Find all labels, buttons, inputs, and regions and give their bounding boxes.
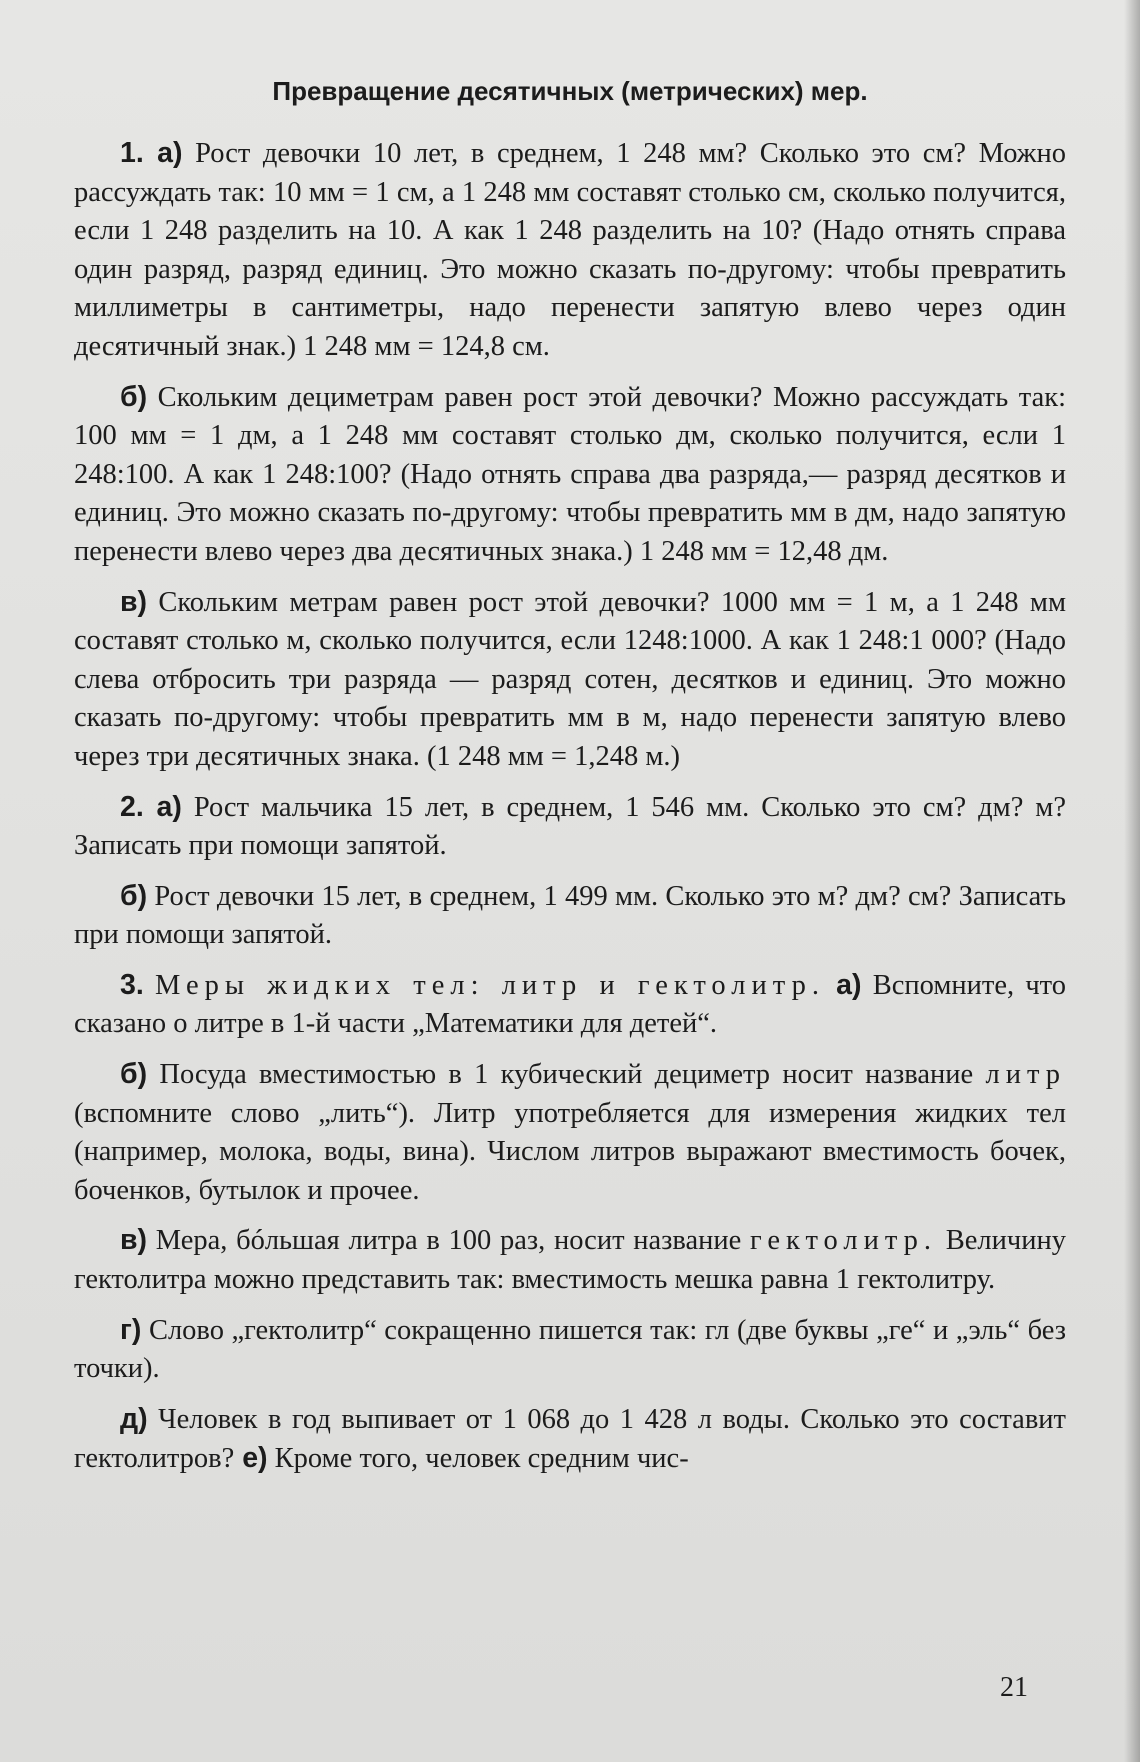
section-title: Превращение десятичных (метрических) мер. — [272, 76, 868, 106]
item-label: б) — [120, 879, 148, 912]
item-label: в) — [120, 585, 148, 618]
paragraph-text: Слово „гектолитр“ сокращенно пишется так: гл (две буквы „ге“ и „эль“ без точки). — [74, 1314, 1066, 1385]
paragraph-text: Рост девочки 10 лет, в среднем, 1 248 мм? Сколько это см? Можно рассуждать так: 10 мм = 1 см, а 1 248 мм составят столько см, сколько получится, если 1 248 разделить на 10. А как 1 248 разделить на 10? (Надо отнять справа один разряд, разряд единиц. Это можно сказать по-другому: чтобы превратить миллиметры в сантиметры, надо перенести запятую влево через один десятичный знак.) 1 248 мм = 124,8 см. — [74, 138, 1067, 362]
paragraph-3b — [74, 1055, 1066, 1210]
spaced-term: литр — [985, 1059, 1066, 1091]
paragraph-text: Посуда вместимостью в 1 кубический дециметр носит название — [147, 1059, 986, 1091]
paragraph-3d — [74, 1400, 1066, 1479]
item-label: 1. а) — [120, 137, 183, 169]
item-label: б) — [120, 1058, 148, 1091]
paragraph-3g — [74, 1311, 1066, 1389]
paragraph-1a — [74, 134, 1066, 367]
paragraph-text: Рост девочки 15 лет, в среднем, 1 499 мм. Сколько это м? дм? см? Записать при помощи запятой. — [74, 880, 1066, 951]
paragraph-3v — [74, 1221, 1066, 1299]
paragraph-3a — [74, 966, 1066, 1044]
item-label: д) — [120, 1402, 148, 1435]
paragraph-1b — [74, 378, 1066, 572]
paragraph-text: Скольким метрам равен рост этой девочки? 1000 мм = 1 м, а 1 248 мм составят столько м, сколько получится, если 1248:1000. А как 1 248:1 000? (Надо слева отбросить три разряда — разряд сотен, десятков и единиц. Это можно сказать по-другому: чтобы превратить мм в м, надо перенести запятую влево через три десятичных знака. (1 248 мм = 1,248 м.) — [74, 586, 1066, 772]
item-label: в) — [120, 1224, 148, 1257]
paragraph-text: Человек в год выпивает от 1 068 до 1 428 л воды. Сколько это составит гектолитров? — [74, 1403, 1066, 1475]
item-label: 3. — [120, 968, 144, 1001]
paragraph-1v — [74, 583, 1066, 777]
item-label: б) — [120, 380, 148, 413]
spaced-term: гектолитр. — [750, 1225, 938, 1257]
paragraph-text: (вспомните слово „лить“). Литр употребляется для измерения жидких тел (например, молока, воды, вина). Числом литров выражают вместимость бочек, боченков, бутылок и прочее. — [74, 1097, 1066, 1206]
page-number: 21 — [1000, 1672, 1028, 1704]
paragraph-text: Величину гектолитра можно представить так: вместимость мешка равна 1 гектолитру. — [74, 1225, 1066, 1296]
paragraph-text: Скольким дециметрам равен рост этой девочки? Можно рассуждать так: 100 мм = 1 дм, а 1 248 мм составят столько дм, сколько получится, если 1 248:100. А как 1 248:100? (Надо отнять справа два разряда,— разряд десятков и единиц. Это можно сказать по-другому: чтобы превратить мм в дм, надо запятую перенести влево через два десятичных знака.) 1 248 мм = 12,48 дм. — [74, 381, 1066, 567]
item-label: е) — [234, 1442, 268, 1475]
paragraph-2b — [74, 877, 1066, 955]
item-label: а) — [836, 968, 862, 1001]
paragraph-text: Рост мальчика 15 лет, в среднем, 1 546 мм. Сколько это см? дм? м? Записать при помощи запятой. — [74, 791, 1066, 862]
paragraph-text: Вспомните, что сказано о литре в 1-й части „Математики для детей“. — [74, 969, 1066, 1040]
paragraph-2a — [74, 788, 1066, 866]
item-label: г) — [120, 1313, 142, 1346]
paragraph-text: Кроме того, человек средним чис- — [267, 1443, 689, 1475]
spaced-heading: Меры жидких тел: литр и гектолитр. — [155, 969, 825, 1001]
paragraph-text: Мера, бóльшая литра в 100 раз, носит название — [147, 1225, 751, 1257]
item-label: 2. а) — [120, 790, 182, 823]
